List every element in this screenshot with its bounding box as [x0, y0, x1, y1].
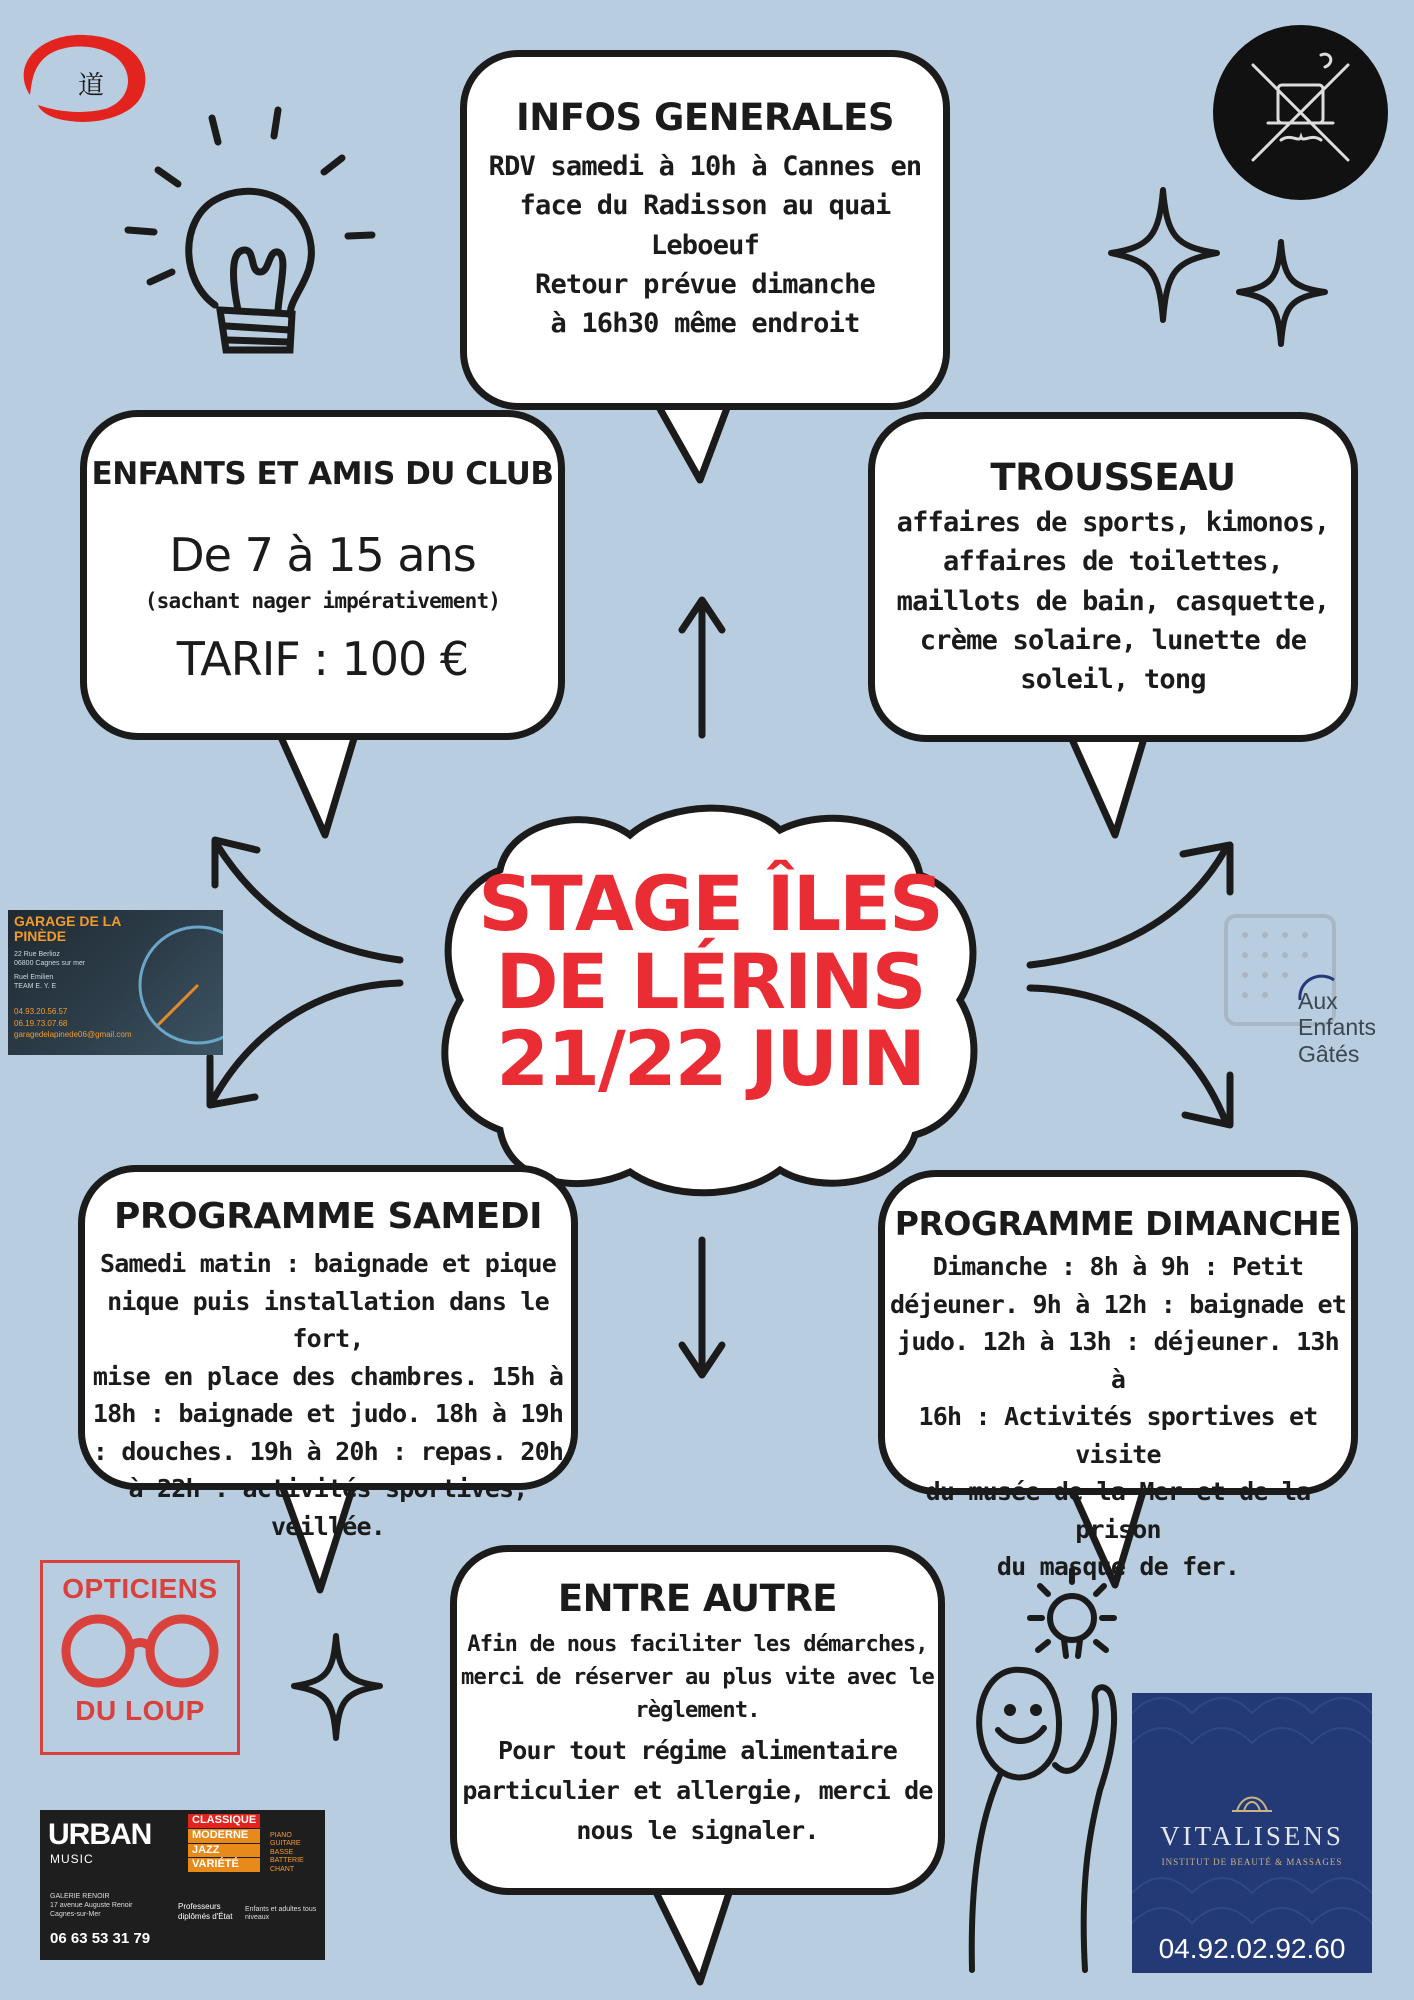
programme-samedi-bubble [78, 1165, 578, 1541]
programme-samedi-title: PROGRAMME SAMEDI [113, 1196, 543, 1237]
enfants-gates-line: Aux [1298, 988, 1338, 1014]
lightbulb-icon [120, 100, 400, 380]
enfants-tarif: TARIF : 100 € [176, 631, 469, 686]
glasses-icon [55, 1611, 225, 1691]
dimanche-line: 16h : Activités sportives et visite [918, 1402, 1318, 1469]
urban-info: Enfants et adultes tous niveaux [245, 1906, 317, 1922]
entre-autre-line: nous le signaler. [576, 1816, 819, 1846]
entre-autre-line: merci de réserver au plus vite avec le [461, 1665, 934, 1691]
entre-autre-bubble [450, 1545, 945, 1895]
opticiens-top: OPTICIENS [62, 1573, 218, 1604]
urban-music-logo [40, 1810, 325, 1960]
urban-pro: Professeurs diplômés d'État [178, 1902, 233, 1921]
barber-logo [1213, 25, 1388, 200]
urban-style: JAZZ [188, 1844, 260, 1858]
garage-title: GARAGE DE LA [14, 913, 122, 929]
infos-line: à 16h30 même endroit [550, 307, 860, 339]
garage-address: 06800 Cagnes sur mer [14, 960, 86, 968]
samedi-line: à 22h : activités sportives, veillée. [128, 1474, 528, 1541]
bubble-tail [270, 735, 380, 845]
dimanche-line: déjeuner. 9h à 12h : baignade et [889, 1289, 1347, 1319]
enfants-gates-line: Gâtés [1298, 1040, 1360, 1067]
entre-autre-line: particulier et allergie, merci de [462, 1776, 933, 1806]
urban-sub: MUSIC [50, 1852, 94, 1866]
garage-team: TEAM E. Y. E [14, 983, 57, 991]
entre-autre-line: règlement. [635, 1698, 760, 1724]
samedi-line: Samedi matin : baignade et pique [99, 1249, 557, 1278]
vitalisens-tagline: INSTITUT DE BEAUTÉ & MASSAGES [1161, 1857, 1343, 1867]
garage-title: PINÈDE [14, 927, 67, 944]
trousseau-line: soleil, tong [1020, 663, 1206, 695]
garage-address: 22 Rue Berlioz [14, 951, 60, 958]
arrow-up [672, 590, 732, 740]
club-logo-glyph: 道 [78, 71, 105, 101]
arrow-up-left [195, 825, 410, 965]
urban-address: 17 avenue Auguste Renoir [50, 1902, 133, 1910]
bubble-tail [650, 1890, 750, 1990]
urban-instrument: CHANT [270, 1865, 295, 1873]
garage-logo [8, 910, 223, 1055]
enfants-gates-logo [1220, 910, 1405, 1080]
main-title-line: 21/22 JUIN [496, 1014, 924, 1104]
arrow-up-right [1025, 830, 1245, 970]
entre-autre-line: Pour tout régime alimentaire [497, 1736, 898, 1766]
sparkle-icon [290, 1632, 385, 1742]
arrow-down-left [195, 975, 410, 1120]
trousseau-line: affaires de sports, kimonos, [896, 507, 1330, 539]
samedi-line: mise en place des chambres. 15h à [92, 1361, 564, 1391]
programme-dimanche-title: PROGRAMME DIMANCHE [894, 1204, 1342, 1243]
main-title-line: STAGE ÎLES [478, 859, 942, 948]
dimanche-line: du musée de la Mer et de la prison [925, 1477, 1311, 1544]
garage-phone: 06.19.73.07.68 [14, 1018, 68, 1028]
arrow-down-right [1025, 980, 1245, 1140]
samedi-line: 18h : baignade et judo. 18h à 19h [92, 1399, 564, 1428]
opticiens-logo [40, 1560, 240, 1755]
arrow-down [672, 1235, 732, 1385]
garage-contact: Ruel Emilien [14, 973, 54, 981]
opticiens-bottom: DU LOUP [75, 1695, 205, 1726]
dimanche-line: du masque de fer. [996, 1552, 1240, 1582]
garage-phone: 04.93.20.56.57 [14, 1007, 68, 1016]
sparkle-icon [1105, 185, 1225, 325]
trousseau-line: crème solaire, lunette de [919, 624, 1307, 656]
vitalisens-logo [1132, 1693, 1372, 1973]
urban-name: URBAN [48, 1818, 152, 1851]
programme-dimanche-bubble [878, 1170, 1358, 1582]
samedi-line: : douches. 19h à 20h : repas. 20h [92, 1436, 564, 1466]
enfants-bubble [80, 410, 565, 740]
dimanche-line: Dimanche : 8h à 9h : Petit [932, 1252, 1304, 1282]
samedi-line: nique puis installation dans le fort, [107, 1286, 549, 1353]
infos-line: face du Radisson au quai Leboeuf [519, 190, 891, 261]
entre-autre-line: Afin de nous faciliter les démarches, [467, 1632, 928, 1658]
bubble-tail [1060, 735, 1170, 845]
main-title-line: DE LÉRINS [495, 936, 925, 1026]
infos-generales-title: INFOS GENERALES [515, 96, 894, 139]
trousseau-line: maillots de bain, casquette, [896, 585, 1330, 617]
urban-style: CLASSIQUE [188, 1814, 260, 1828]
enfants-age: De 7 à 15 ans [169, 527, 476, 582]
infos-generales-bubble [460, 50, 950, 410]
bubble-tail [650, 400, 750, 490]
urban-style: MODERNE [188, 1829, 260, 1843]
enfants-title: ENFANTS ET AMIS DU CLUB [91, 456, 554, 492]
vitalisens-name: VITALISENS [1160, 1821, 1344, 1851]
urban-instrument: BASSE [270, 1848, 294, 1856]
urban-instrument: BATTERIE [270, 1857, 304, 1865]
entre-autre-title: ENTRE AUTRE [557, 1577, 838, 1620]
urban-instrument: PIANO [270, 1832, 292, 1839]
sparkle-icon [1235, 238, 1330, 348]
enfants-gates-line: Enfants [1298, 1014, 1376, 1041]
trousseau-title: TROUSSEAU [990, 456, 1236, 499]
urban-phone: 06 63 53 31 79 [50, 1930, 151, 1947]
dimanche-line: judo. 12h à 13h : déjeuner. 13h à [897, 1327, 1339, 1394]
vitalisens-phone: 04.92.02.92.60 [1158, 1933, 1346, 1964]
idea-person-icon [960, 1560, 1140, 1980]
garage-email: garagedelapinede06@gmail.com [14, 1030, 132, 1040]
urban-instrument: GUITARE [270, 1840, 301, 1848]
club-logo [10, 25, 155, 125]
enfants-note: (sachant nager impérativement) [144, 589, 501, 614]
trousseau-bubble [868, 412, 1358, 742]
trousseau-line: affaires de toilettes, [942, 546, 1284, 578]
urban-address: Cagnes-sur-Mer [50, 1911, 101, 1919]
infos-line: Retour prévue dimanche [534, 268, 876, 300]
urban-address: GALERIE RENOIR [50, 1893, 110, 1900]
main-title [440, 859, 980, 1104]
infos-line: RDV samedi à 10h à Cannes en [488, 151, 922, 183]
urban-style: VARIÉTÉ [188, 1858, 260, 1872]
